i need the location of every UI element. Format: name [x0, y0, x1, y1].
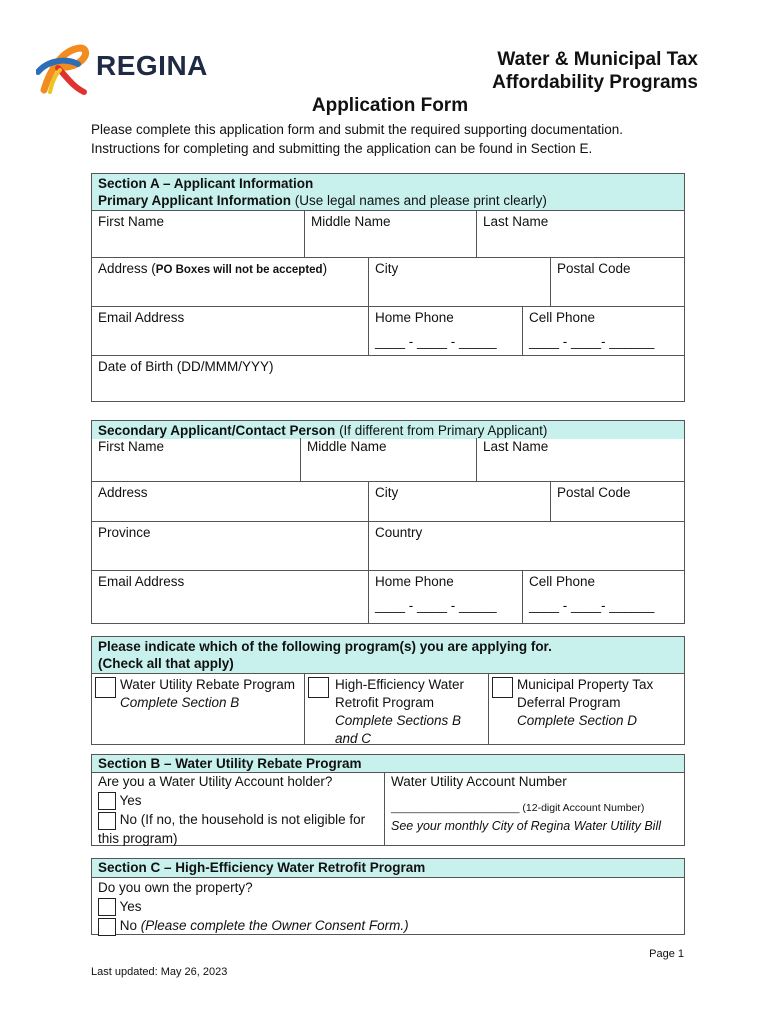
secondary-contact-row [92, 571, 684, 623]
secondary-first-name-field[interactable] [92, 438, 300, 481]
programs-section [91, 636, 685, 745]
section-c-row [92, 878, 684, 934]
middle-name-field[interactable] [304, 211, 476, 257]
primary-applicant-note: (Use legal names and please print clearly) [291, 193, 547, 208]
account-holder-question [92, 773, 384, 845]
secondary-middle-name-label: Middle Name [307, 439, 387, 454]
po-box-note: PO Boxes will not be accepted [155, 264, 323, 276]
own-property-yes-checkbox[interactable] [98, 898, 116, 916]
province-field[interactable] [92, 522, 368, 570]
home-phone-field[interactable] [368, 307, 522, 355]
home-phone-label: Home Phone [375, 310, 454, 325]
account-holder-label: Are you a Water Utility Account holder? [98, 774, 333, 789]
water-rebate-label: Water Utility Rebate Program [120, 677, 296, 692]
intro-line-1: Please complete this application form and submit the required supporting documentation. [91, 122, 624, 137]
own-property-label: Do you own the property? [98, 880, 253, 895]
program-water-rebate [92, 674, 304, 744]
secondary-email-field[interactable] [92, 571, 368, 623]
retrofit-note-1: Complete Sections B [335, 713, 462, 728]
account-holder-no-label: No (If no, the household is not eligible for [119, 812, 366, 828]
programs-subtitle: (Check all that apply) [98, 656, 234, 671]
secondary-cell-phone-label: Cell Phone [529, 574, 596, 589]
cell-phone-field[interactable] [522, 307, 684, 355]
regina-r-icon [36, 42, 96, 98]
page-number: Page 1 [649, 948, 684, 960]
section-c [91, 858, 685, 935]
secondary-name-row [92, 438, 684, 482]
intro-text [91, 120, 691, 158]
secondary-region-row [92, 522, 684, 571]
retrofit-note-2: and C [335, 731, 372, 746]
secondary-address-row [92, 482, 684, 522]
secondary-last-name-label: Last Name [483, 439, 549, 454]
secondary-postal-code-label: Postal Code [557, 485, 631, 500]
secondary-email-label: Email Address [98, 574, 185, 589]
section-b-title: Section B – Water Utility Rebate Program [98, 756, 362, 771]
first-name-field[interactable] [92, 211, 304, 257]
account-holder-yes-checkbox[interactable] [98, 792, 116, 810]
intro-line-2: Instructions for completing and submitting the application can be found in Section E. [91, 141, 593, 156]
account-number-label: Water Utility Account Number [391, 774, 567, 789]
name-row [92, 211, 684, 258]
regina-logo [36, 42, 216, 98]
province-label: Province [98, 525, 151, 540]
account-holder-no-cont: this program) [98, 830, 178, 846]
own-property-no-checkbox[interactable] [98, 918, 116, 936]
document-title [492, 48, 698, 94]
email-field[interactable] [92, 307, 368, 355]
retrofit-label-2: Retrofit Program [335, 695, 435, 710]
cell-phone-blank: ____ - ____- ______ [529, 334, 655, 349]
section-c-header [92, 859, 684, 878]
section-b-header [92, 755, 684, 773]
title-line-2: Affordability Programs [492, 72, 698, 93]
retrofit-label-1: High-Efficiency Water [335, 677, 465, 692]
email-label: Email Address [98, 310, 185, 325]
program-retrofit [304, 674, 488, 744]
programs-title: Please indicate which of the following program(s) you are applying for. [98, 639, 552, 654]
city-label: City [375, 261, 399, 276]
tax-deferral-checkbox[interactable] [492, 677, 513, 698]
middle-name-label: Middle Name [311, 214, 391, 229]
dob-row [92, 356, 684, 401]
form-title: Application Form [311, 95, 469, 116]
address-row [92, 258, 684, 307]
secondary-last-name-field[interactable] [476, 438, 684, 481]
account-number-blank: ______________________ [391, 802, 520, 814]
section-c-title: Section C – High-Efficiency Water Retrofit Program [98, 860, 426, 875]
tax-deferral-label-2: Deferral Program [517, 695, 621, 710]
postal-code-label: Postal Code [557, 261, 631, 276]
last-updated: Last updated: May 26, 2023 [91, 966, 228, 978]
account-holder-yes-label: Yes [119, 793, 142, 808]
retrofit-checkbox[interactable] [308, 677, 329, 698]
address-field[interactable] [92, 258, 368, 306]
program-tax-deferral [488, 674, 684, 744]
secondary-home-phone-field[interactable] [368, 571, 522, 623]
secondary-cell-phone-blank: ____ - ____- ______ [529, 598, 655, 613]
country-field[interactable] [368, 522, 684, 570]
account-number-note: (12-digit Account Number) [519, 802, 645, 814]
home-phone-blank: ____ - ____ - _____ [375, 334, 497, 349]
section-a-title: Section A – Applicant Information [98, 176, 314, 191]
first-name-label: First Name [98, 214, 165, 229]
section-a [91, 173, 685, 402]
secondary-address-label: Address [98, 485, 148, 500]
tax-deferral-note: Complete Section D [517, 713, 638, 728]
dob-label: Date of Birth (DD/MMM/YYY) [98, 359, 274, 374]
primary-applicant-label: Primary Applicant Information [98, 193, 292, 208]
cell-phone-label: Cell Phone [529, 310, 596, 325]
water-rebate-checkbox[interactable] [95, 677, 116, 698]
address-label: Address ( [98, 261, 156, 276]
dob-field[interactable] [92, 356, 684, 401]
secondary-cell-phone-field[interactable] [522, 571, 684, 623]
programs-row [92, 674, 684, 744]
owner-consent-note: (Please complete the Owner Consent Form.) [140, 918, 409, 934]
secondary-title: Secondary Applicant/Contact Person [98, 423, 336, 438]
country-label: Country [375, 525, 423, 540]
programs-header [92, 637, 684, 674]
postal-code-field[interactable] [550, 258, 684, 306]
secondary-note: (If different from Primary Applicant) [335, 423, 548, 438]
secondary-first-name-label: First Name [98, 439, 165, 454]
tax-deferral-label-1: Municipal Property Tax [517, 677, 654, 692]
own-property-no-label: No [119, 918, 141, 934]
contact-row [92, 307, 684, 356]
secondary-address-field[interactable] [92, 482, 368, 521]
secondary-city-label: City [375, 485, 399, 500]
secondary-header [92, 421, 684, 439]
last-name-label: Last Name [483, 214, 549, 229]
city-field[interactable] [368, 258, 550, 306]
own-property-yes-label: Yes [119, 899, 142, 914]
last-name-field[interactable] [476, 211, 684, 257]
secondary-applicant-section [91, 420, 685, 624]
logo-wordmark: REGINA [96, 50, 208, 81]
section-b-row [92, 773, 684, 845]
account-number-field[interactable] [384, 773, 684, 845]
secondary-home-phone-label: Home Phone [375, 574, 454, 589]
secondary-postal-code-field[interactable] [550, 482, 684, 521]
see-bill-note: See your monthly City of Regina Water Utility Bill [391, 819, 662, 833]
water-rebate-note: Complete Section B [120, 695, 240, 710]
secondary-city-field[interactable] [368, 482, 550, 521]
section-a-header [92, 174, 684, 211]
address-label-close: ) [322, 261, 328, 276]
account-holder-no-checkbox[interactable] [98, 812, 116, 830]
own-property-question [92, 878, 684, 934]
title-line-1: Water & Municipal Tax [497, 49, 698, 70]
secondary-middle-name-field[interactable] [300, 438, 476, 481]
secondary-home-phone-blank: ____ - ____ - _____ [375, 598, 497, 613]
section-b [91, 754, 685, 846]
